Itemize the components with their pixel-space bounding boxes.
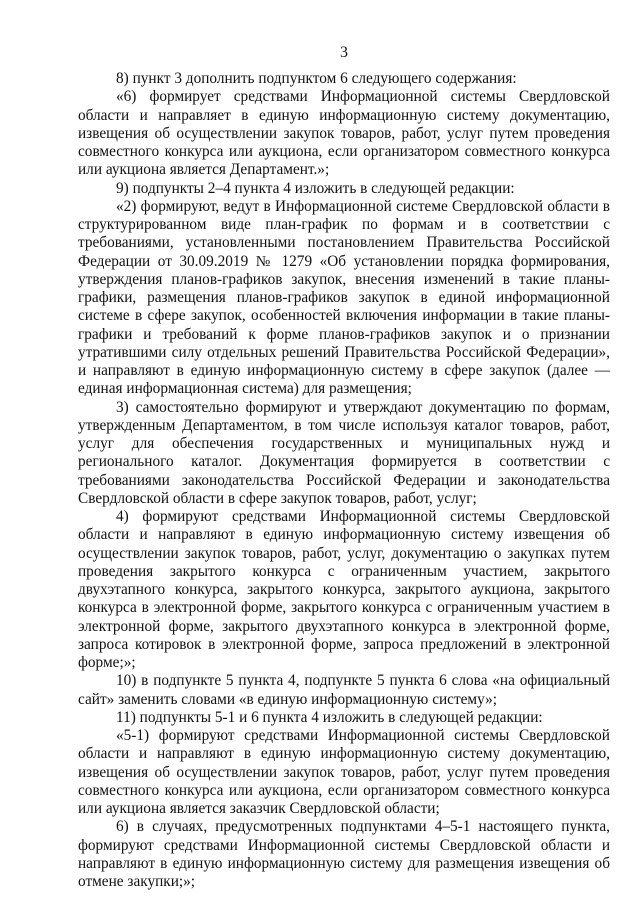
paragraph-item-11: 11) подпункты 5-1 и 6 пункта 4 изложить в следующей редакции: — [116, 708, 543, 726]
paragraph-subitem-6: «6) формирует средствами Информационной системы Свердловской области и направляет в единую информационную систему документацию, извещения об осуществлении закупок товаров, работ, услуг путем проведения совместного конкурса или аукциона, если организатором совместного конкурса или аукциона является Департамент.»; — [78, 88, 610, 179]
paragraph-item-8: 8) пункт 3 дополнить подпунктом 6 следующего содержания: — [116, 70, 517, 87]
page-number: 3 — [340, 44, 348, 61]
paragraph-subitem-4: 4) формируют средствами Информационной системы Свердловской области и направляют в единую информационную систему извещения об осуществлении закупок товаров, работ, услуг, документацию о закупках путем проведения закрытого конкурса с ограниченным участием, закрытого двухэтапного конкурса, закрытого конкурса, закрытого аукциона, закрытого конкурса в электронной форме, закрытого конкурса с ограниченным участием в электронной форме, закрытого двухэтапного конкурса в электронной форме, запроса котировок в электронной форме, запроса предложений в электронной форме;»; — [78, 508, 610, 671]
paragraph-subitem-6-new: 6) в случаях, предусмотренных подпунктами 4–5-1 настоящего пункта, формируют средствами Информационной системы Свердловской области и направляют в единую информационную систему для размещения извещения об отмене закупки;»; — [78, 818, 610, 890]
paragraph-subitem-2: «2) формируют, ведут в Информационной системе Свердловской области в структурированном виде план-график по формам и в соответствии с требованиями, установленными постановлением Правительства Российской Федерации от 30.09.2019 № 1279 «Об установлении порядка формирования, утверждения планов-графиков закупок, внесения изменений в такие планы-графики, размещения планов-графиков закупок в единой информационной системе в сфере закупок, особенностей включения информации в такие планы-графики и требований к форме планов-графиков закупок и о признании утратившими силу отдельных решений Правительства Российской Федерации», и направляют в единую информационную систему в сфере закупок (далее — единая информационная система) для размещения; — [78, 197, 610, 398]
paragraph-item-9: 9) подпункты 2–4 пункта 4 изложить в следующей редакции: — [116, 179, 515, 197]
paragraph-item-10: 10) в подпункте 5 пункта 4, подпункте 5 пункта 6 слова «на официальный сайт» заменить словами «в единую информационную систему»; — [78, 672, 610, 708]
document-page — [78, 44, 610, 891]
paragraph-subitem-3: 3) самостоятельно формируют и утверждают документацию по формам, утвержденным Департаментом, в том числе используя каталог товаров, работ, услуг для обеспечения государственных и муниципальных нужд и регионального каталог. Документация формируется в соответствии с требованиями законодательства Российской Федерации и законодательства Свердловской области в сфере закупок товаров, работ, услуг; — [78, 398, 610, 507]
paragraph-subitem-5-1: «5-1) формируют средствами Информационной системы Свердловской области и направляют в единую информационную систему документацию, извещения об осуществлении закупок товаров, работ, услуг путем проведения совместного конкурса или аукциона, если организатором совместного конкурса или аукциона является заказчик Свердловской области; — [78, 727, 610, 817]
